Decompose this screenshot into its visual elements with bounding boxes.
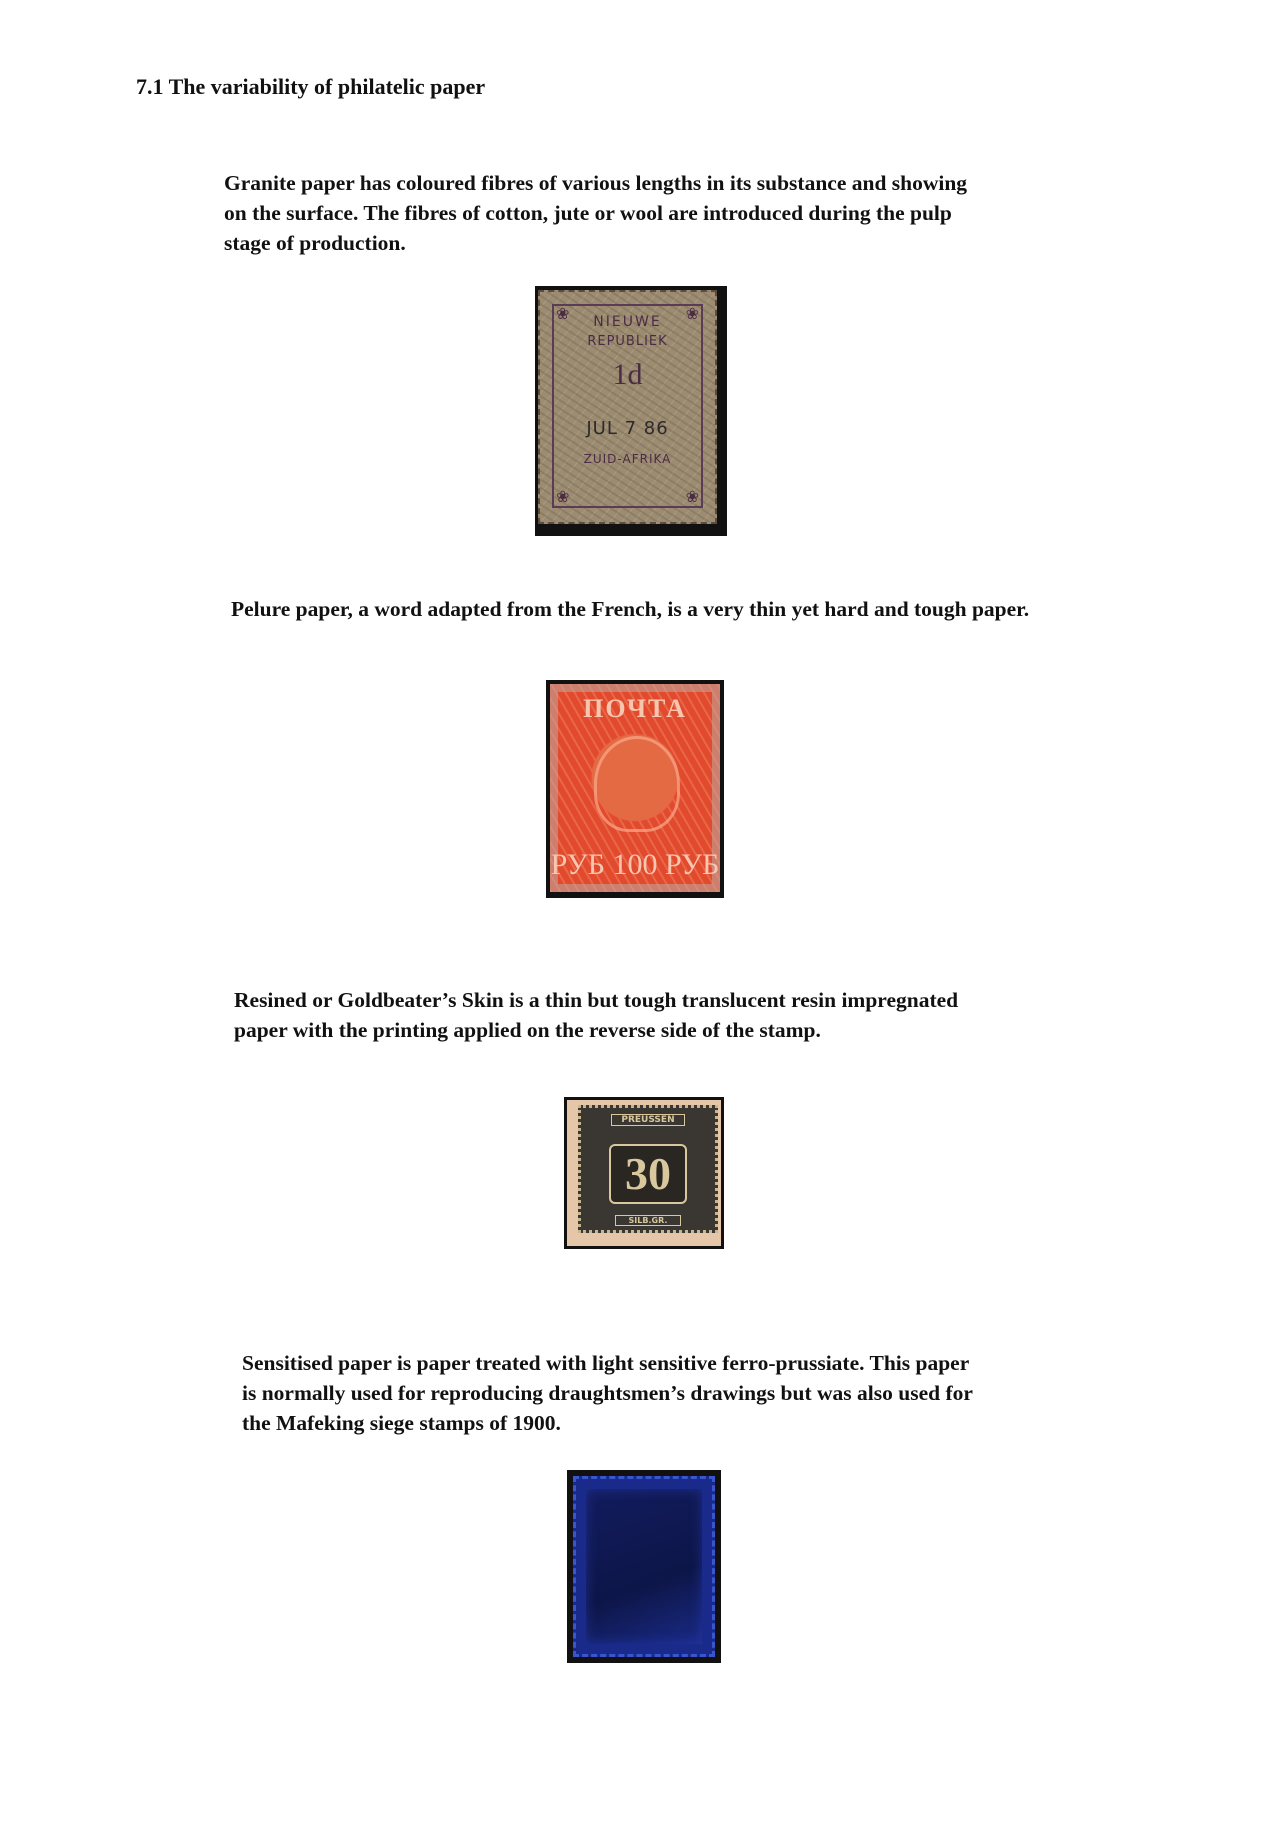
sensitised-paper-stamp-image — [567, 1470, 721, 1663]
stamp-value: 1d — [612, 358, 643, 391]
stamp-face — [550, 684, 720, 892]
stamp-border — [552, 304, 703, 508]
granite-paper-description: Granite paper has coloured fibres of various lengths in its substance and showing on the surface. The fibres of cotton, jute or wool are introduced during the pulp stage of production. — [224, 171, 968, 255]
stamp-emblem — [594, 736, 680, 832]
sensitised-paper-description: Sensitised paper is paper treated with light sensitive ferro-prussiate. This paper is normally used for reproducing draughtsmen’s drawings but was also used for the Mafeking siege stamps of 1900. — [242, 1351, 973, 1435]
ornament-icon: ❀ — [685, 487, 699, 506]
stamp-text-nieuwe: NIEUWE — [593, 314, 662, 330]
stamp-date: JUL 7 86 — [586, 418, 669, 439]
stamp-face — [578, 1105, 718, 1233]
stamp-text-preussen: PREUSSEN — [611, 1114, 685, 1126]
ornament-icon: ❀ — [685, 304, 699, 323]
granite-paper-stamp-image — [535, 286, 727, 536]
stamp-value: РУБ 100 РУБ — [550, 848, 720, 881]
stamp-face — [573, 1476, 715, 1657]
stamp-text-zuid-afrika: ZUID-AFRIKA — [583, 452, 672, 466]
stamp-text-pochta: ПОЧТА — [583, 694, 687, 723]
stamp-blueprint-image — [586, 1489, 702, 1644]
stamp-face — [538, 290, 717, 524]
resined-paper-stamp-image — [564, 1097, 724, 1249]
stamp-text-silbgr: SILB.GR. — [615, 1215, 681, 1226]
ornament-icon: ❀ — [556, 487, 570, 506]
resined-paper-description: Resined or Goldbeater’s Skin is a thin but tough translucent resin impregnated paper with the printing applied on the reverse side of the stamp. — [234, 988, 959, 1042]
ornament-icon: ❀ — [556, 304, 570, 323]
page-heading: 7.1 The variability of philatelic paper — [136, 74, 486, 99]
pelure-paper-stamp-image — [546, 680, 724, 898]
stamp-value: 30 — [609, 1144, 687, 1204]
stamp-text-republiek: REPUBLIEK — [587, 334, 668, 349]
pelure-paper-description: Pelure paper, a word adapted from the French, is a very thin yet hard and tough paper. — [231, 597, 1030, 621]
